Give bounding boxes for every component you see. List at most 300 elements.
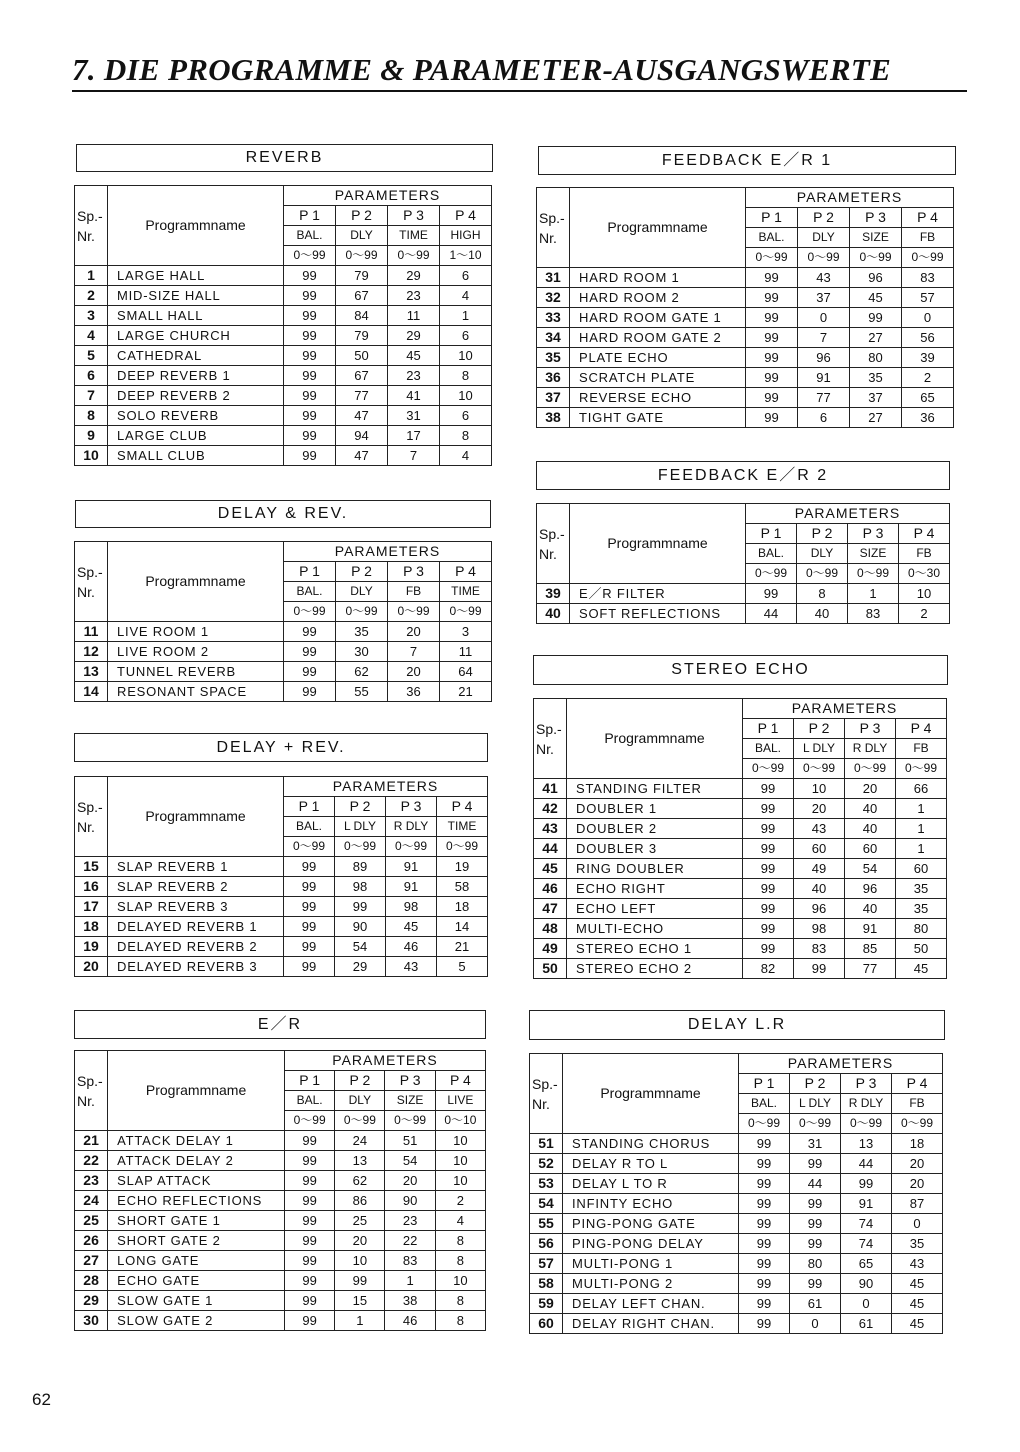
section-1-table <box>74 185 492 466</box>
param-value-p3: 90 <box>385 1191 435 1211</box>
param-value-p2: 10 <box>794 779 845 799</box>
program-number: 4 <box>75 326 108 346</box>
param-value-p4: 0 <box>892 1214 943 1234</box>
param-value-p1: 99 <box>743 859 794 879</box>
program-number: 24 <box>75 1191 108 1211</box>
param-value-p2: 77 <box>798 388 850 408</box>
table-row <box>530 1194 943 1214</box>
param-value-p4: 65 <box>902 388 954 408</box>
table-row <box>530 1134 943 1154</box>
param-value-p2: 49 <box>794 859 845 879</box>
nr-label: Nr. <box>77 227 95 244</box>
param-value-p2: 31 <box>790 1134 841 1154</box>
table-row <box>534 859 947 879</box>
table-row <box>75 366 492 386</box>
param-value-p3: 45 <box>850 288 902 308</box>
param-value-p2: 99 <box>335 897 386 917</box>
param-range: 0～99 <box>841 1114 892 1134</box>
program-number: 22 <box>75 1151 108 1171</box>
param-unit: FB <box>896 739 947 759</box>
program-number: 7 <box>75 386 108 406</box>
param-value-p2: 0 <box>790 1314 841 1334</box>
section-6-table <box>536 503 950 624</box>
param-value-p1: 99 <box>285 1251 335 1271</box>
table-row <box>530 1174 943 1194</box>
param-value-p4: 8 <box>435 1231 485 1251</box>
program-name: TIGHT GATE <box>570 408 746 428</box>
sp-nr-header <box>537 188 570 268</box>
param-value-p4: 35 <box>896 899 947 919</box>
program-name: DEEP REVERB 2 <box>108 386 284 406</box>
program-name: HARD ROOM 1 <box>570 268 746 288</box>
table-row <box>75 897 488 917</box>
param-value-p2: 8 <box>797 584 848 604</box>
program-number: 3 <box>75 306 108 326</box>
param-value-p2: 37 <box>798 288 850 308</box>
program-name: LARGE CLUB <box>108 426 284 446</box>
param-unit: TIME <box>388 226 440 246</box>
param-unit: FB <box>902 228 954 248</box>
section-4-title: E／R <box>257 1016 303 1033</box>
section-5-table <box>536 187 954 428</box>
param-unit: TIME <box>437 817 488 837</box>
programmname-header: Programmname <box>108 186 284 266</box>
program-name: ECHO LEFT <box>567 899 743 919</box>
param-unit: DLY <box>797 544 848 564</box>
param-value-p1: 99 <box>746 288 798 308</box>
table-row <box>75 877 488 897</box>
table-row <box>534 879 947 899</box>
section-1-header <box>76 144 493 172</box>
table-row <box>75 1131 486 1151</box>
param-value-p1: 99 <box>284 917 335 937</box>
program-number: 60 <box>530 1314 563 1334</box>
param-value-p1: 99 <box>285 1271 335 1291</box>
param-value-p4: 50 <box>896 939 947 959</box>
table-row <box>75 662 492 682</box>
param-value-p3: 43 <box>386 957 437 977</box>
section-4-header <box>74 1010 486 1039</box>
param-value-p4: 10 <box>435 1151 485 1171</box>
param-value-p2: 50 <box>336 346 388 366</box>
table-row <box>537 604 950 624</box>
programmname-header: Programmname <box>108 777 284 857</box>
param-value-p2: 80 <box>790 1254 841 1274</box>
program-name: PING-PONG GATE <box>563 1214 739 1234</box>
param-value-p2: 47 <box>336 446 388 466</box>
param-value-p1: 99 <box>284 326 336 346</box>
param-value-p2: 98 <box>794 919 845 939</box>
param-range: 0～99 <box>739 1114 790 1134</box>
param-value-p4: 11 <box>440 642 492 662</box>
p4-header: P 4 <box>437 797 488 817</box>
section-7-header <box>533 655 948 685</box>
table-row <box>534 959 947 979</box>
program-name: SMALL HALL <box>108 306 284 326</box>
param-value-p1: 99 <box>746 368 798 388</box>
nr-label: Nr. <box>532 1095 550 1112</box>
table-row <box>75 1271 486 1291</box>
param-value-p3: 54 <box>385 1151 435 1171</box>
param-value-p3: 1 <box>385 1271 435 1291</box>
param-range: 0～99 <box>746 564 797 584</box>
section-6-header <box>536 461 950 490</box>
table-row <box>530 1314 943 1334</box>
param-value-p3: 22 <box>385 1231 435 1251</box>
program-name: E／R FILTER <box>570 584 746 604</box>
param-value-p1: 99 <box>739 1274 790 1294</box>
sp-nr-header <box>75 542 108 622</box>
section-8-title: DELAY L.R <box>687 1016 787 1033</box>
program-name: SHORT GATE 1 <box>108 1211 285 1231</box>
param-value-p4: 3 <box>440 622 492 642</box>
table-row <box>530 1234 943 1254</box>
parameters-header: PARAMETERS <box>284 777 488 797</box>
param-value-p2: 62 <box>335 1171 385 1191</box>
param-value-p2: 90 <box>335 917 386 937</box>
param-range: 0～10 <box>435 1111 485 1131</box>
table-row <box>75 622 492 642</box>
table-row <box>534 919 947 939</box>
programmname-header: Programmname <box>570 504 746 584</box>
param-unit: BAL. <box>285 1091 335 1111</box>
param-value-p4: 5 <box>437 957 488 977</box>
param-value-p2: 40 <box>797 604 848 624</box>
program-number: 55 <box>530 1214 563 1234</box>
param-value-p3: 91 <box>841 1194 892 1214</box>
program-number: 49 <box>534 939 567 959</box>
param-value-p4: 4 <box>435 1211 485 1231</box>
param-range: 0～99 <box>335 1111 385 1131</box>
param-value-p1: 99 <box>746 308 798 328</box>
param-unit: LIVE <box>435 1091 485 1111</box>
param-value-p3: 90 <box>841 1274 892 1294</box>
sp-label: Sp.- <box>532 1075 558 1092</box>
program-number: 34 <box>537 328 570 348</box>
param-range: 0～99 <box>336 602 388 622</box>
param-unit: DLY <box>335 1091 385 1111</box>
p4-header: P 4 <box>902 208 954 228</box>
programmname-header: Programmname <box>108 542 284 622</box>
program-name: SMALL CLUB <box>108 446 284 466</box>
param-value-p4: 39 <box>902 348 954 368</box>
sp-nr-header <box>75 186 108 266</box>
p3-header: P 3 <box>386 797 437 817</box>
param-value-p1: 99 <box>284 306 336 326</box>
param-value-p3: 85 <box>845 939 896 959</box>
program-number: 14 <box>75 682 108 702</box>
sp-nr-header <box>75 1051 108 1131</box>
param-range: 0～99 <box>848 564 899 584</box>
param-value-p3: 23 <box>388 366 440 386</box>
param-value-p2: 99 <box>790 1154 841 1174</box>
param-unit: FB <box>892 1094 943 1114</box>
program-number: 11 <box>75 622 108 642</box>
table-row <box>75 266 492 286</box>
param-unit: R DLY <box>841 1094 892 1114</box>
param-value-p2: 30 <box>336 642 388 662</box>
program-name: DELAY L TO R <box>563 1174 739 1194</box>
param-value-p1: 99 <box>743 819 794 839</box>
param-value-p1: 99 <box>739 1294 790 1314</box>
param-value-p4: 8 <box>440 366 492 386</box>
param-range: 0～99 <box>388 602 440 622</box>
param-value-p3: 46 <box>385 1311 435 1331</box>
param-range: 0～99 <box>790 1114 841 1134</box>
param-value-p1: 99 <box>284 366 336 386</box>
section-8-table <box>529 1053 943 1334</box>
param-range: 0～99 <box>284 246 336 266</box>
param-value-p2: 84 <box>336 306 388 326</box>
param-value-p2: 60 <box>794 839 845 859</box>
param-unit: R DLY <box>386 817 437 837</box>
param-value-p2: 40 <box>794 879 845 899</box>
sp-label: Sp.- <box>77 798 103 815</box>
param-value-p4: 66 <box>896 779 947 799</box>
p1-header: P 1 <box>743 719 794 739</box>
param-value-p2: 91 <box>798 368 850 388</box>
section-6-title: FEEDBACK E／R 2 <box>657 467 829 484</box>
param-value-p3: 0 <box>841 1294 892 1314</box>
param-value-p1: 99 <box>284 642 336 662</box>
param-value-p1: 99 <box>285 1131 335 1151</box>
section-3-table <box>74 776 488 977</box>
p1-header: P 1 <box>284 562 336 582</box>
param-range: 0～99 <box>850 248 902 268</box>
param-value-p2: 7 <box>798 328 850 348</box>
program-number: 19 <box>75 937 108 957</box>
param-value-p1: 99 <box>284 406 336 426</box>
param-unit: DLY <box>336 226 388 246</box>
program-name: LONG GATE <box>108 1251 285 1271</box>
param-value-p4: 45 <box>892 1274 943 1294</box>
program-name: SLAP REVERB 2 <box>108 877 284 897</box>
program-name: MULTI-ECHO <box>567 919 743 939</box>
param-value-p4: 8 <box>440 426 492 446</box>
param-value-p2: 96 <box>794 899 845 919</box>
param-value-p4: 14 <box>437 917 488 937</box>
program-name: INFINTY ECHO <box>563 1194 739 1214</box>
param-unit: DLY <box>336 582 388 602</box>
param-value-p4: 45 <box>892 1314 943 1334</box>
program-number: 52 <box>530 1154 563 1174</box>
p2-header: P 2 <box>335 797 386 817</box>
program-name: SLAP REVERB 3 <box>108 897 284 917</box>
program-number: 51 <box>530 1134 563 1154</box>
param-value-p4: 4 <box>440 446 492 466</box>
param-value-p3: 20 <box>388 662 440 682</box>
param-range: 0～99 <box>743 759 794 779</box>
param-range: 0～99 <box>386 837 437 857</box>
param-value-p2: 6 <box>798 408 850 428</box>
param-value-p4: 10 <box>435 1171 485 1191</box>
table-row <box>534 939 947 959</box>
param-value-p2: 43 <box>794 819 845 839</box>
param-unit: BAL. <box>746 228 798 248</box>
param-unit: BAL. <box>284 226 336 246</box>
param-value-p2: 99 <box>790 1194 841 1214</box>
param-unit: SIZE <box>385 1091 435 1111</box>
param-value-p4: 21 <box>440 682 492 702</box>
param-value-p2: 20 <box>335 1231 385 1251</box>
param-unit: BAL. <box>284 582 336 602</box>
param-value-p2: 1 <box>335 1311 385 1331</box>
p2-header: P 2 <box>797 524 848 544</box>
program-number: 18 <box>75 917 108 937</box>
param-value-p1: 99 <box>746 268 798 288</box>
sp-nr-header <box>530 1054 563 1134</box>
param-value-p4: 83 <box>902 268 954 288</box>
sp-nr-header <box>537 504 570 584</box>
param-value-p3: 99 <box>841 1174 892 1194</box>
param-value-p4: 0 <box>902 308 954 328</box>
param-value-p4: 43 <box>892 1254 943 1274</box>
param-value-p3: 20 <box>385 1171 435 1191</box>
program-name: STEREO ECHO 1 <box>567 939 743 959</box>
param-value-p2: 55 <box>336 682 388 702</box>
table-row <box>75 937 488 957</box>
param-value-p2: 47 <box>336 406 388 426</box>
program-number: 41 <box>534 779 567 799</box>
param-value-p2: 0 <box>798 308 850 328</box>
param-value-p2: 86 <box>335 1191 385 1211</box>
param-value-p3: 91 <box>386 857 437 877</box>
param-value-p1: 99 <box>746 584 797 604</box>
param-value-p4: 18 <box>892 1134 943 1154</box>
program-number: 6 <box>75 366 108 386</box>
param-value-p4: 20 <box>892 1174 943 1194</box>
param-value-p4: 8 <box>435 1311 485 1331</box>
param-value-p1: 99 <box>284 937 335 957</box>
p1-header: P 1 <box>739 1074 790 1094</box>
param-value-p4: 58 <box>437 877 488 897</box>
nr-label: Nr. <box>536 740 554 757</box>
table-row <box>75 682 492 702</box>
program-name: STANDING FILTER <box>567 779 743 799</box>
param-value-p1: 99 <box>285 1191 335 1211</box>
program-name: LARGE CHURCH <box>108 326 284 346</box>
table-row <box>75 1311 486 1331</box>
program-number: 29 <box>75 1291 108 1311</box>
program-name: RESONANT SPACE <box>108 682 284 702</box>
param-unit: R DLY <box>845 739 896 759</box>
program-number: 16 <box>75 877 108 897</box>
param-value-p1: 99 <box>285 1211 335 1231</box>
programmname-header: Programmname <box>563 1054 739 1134</box>
param-value-p2: 10 <box>335 1251 385 1271</box>
param-value-p3: 29 <box>388 326 440 346</box>
param-value-p2: 99 <box>790 1274 841 1294</box>
table-row <box>75 386 492 406</box>
param-value-p3: 27 <box>850 408 902 428</box>
p2-header: P 2 <box>335 1071 385 1091</box>
param-value-p4: 57 <box>902 288 954 308</box>
param-range: 0～99 <box>285 1111 335 1131</box>
program-number: 31 <box>537 268 570 288</box>
param-value-p3: 13 <box>841 1134 892 1154</box>
program-name: TUNNEL REVERB <box>108 662 284 682</box>
param-value-p1: 99 <box>743 779 794 799</box>
param-value-p3: 38 <box>385 1291 435 1311</box>
section-5-header <box>538 146 956 175</box>
program-name: SLAP ATTACK <box>108 1171 285 1191</box>
param-value-p4: 1 <box>896 819 947 839</box>
program-number: 56 <box>530 1234 563 1254</box>
param-value-p2: 13 <box>335 1151 385 1171</box>
param-value-p1: 99 <box>739 1174 790 1194</box>
param-value-p2: 67 <box>336 286 388 306</box>
param-value-p4: 19 <box>437 857 488 877</box>
program-name: ATTACK DELAY 2 <box>108 1151 285 1171</box>
param-value-p2: 20 <box>794 799 845 819</box>
program-number: 45 <box>534 859 567 879</box>
p3-header: P 3 <box>841 1074 892 1094</box>
program-name: DOUBLER 1 <box>567 799 743 819</box>
param-range: 0～99 <box>798 248 850 268</box>
nr-label: Nr. <box>539 229 557 246</box>
sp-label: Sp.- <box>77 1072 103 1089</box>
param-range: 1～10 <box>440 246 492 266</box>
table-row <box>75 346 492 366</box>
param-value-p1: 99 <box>743 919 794 939</box>
param-value-p1: 44 <box>746 604 797 624</box>
param-value-p2: 99 <box>790 1214 841 1234</box>
program-number: 13 <box>75 662 108 682</box>
param-value-p1: 99 <box>284 622 336 642</box>
program-name: STANDING CHORUS <box>563 1134 739 1154</box>
section-4-table <box>74 1050 486 1331</box>
param-range: 0～99 <box>284 837 335 857</box>
param-value-p3: 91 <box>386 877 437 897</box>
param-value-p1: 99 <box>284 266 336 286</box>
table-row <box>75 917 488 937</box>
program-number: 36 <box>537 368 570 388</box>
program-name: MULTI-PONG 1 <box>563 1254 739 1274</box>
program-name: DELAY LEFT CHAN. <box>563 1294 739 1314</box>
parameters-header: PARAMETERS <box>746 188 954 208</box>
param-value-p1: 99 <box>739 1314 790 1334</box>
param-value-p3: 99 <box>850 308 902 328</box>
table-row <box>537 584 950 604</box>
param-value-p1: 99 <box>743 839 794 859</box>
sp-label: Sp.- <box>539 525 565 542</box>
program-name: DELAY R TO L <box>563 1154 739 1174</box>
program-number: 42 <box>534 799 567 819</box>
param-value-p3: 65 <box>841 1254 892 1274</box>
param-value-p4: 60 <box>896 859 947 879</box>
param-value-p1: 99 <box>284 346 336 366</box>
param-value-p3: 96 <box>845 879 896 899</box>
program-number: 38 <box>537 408 570 428</box>
param-value-p2: 79 <box>336 326 388 346</box>
param-range: 0～99 <box>902 248 954 268</box>
section-5-title: FEEDBACK E／R 1 <box>661 152 833 169</box>
program-number: 10 <box>75 446 108 466</box>
table-row <box>75 1151 486 1171</box>
parameters-header: PARAMETERS <box>284 542 492 562</box>
param-value-p1: 99 <box>746 388 798 408</box>
param-value-p2: 62 <box>336 662 388 682</box>
param-range: 0～99 <box>440 602 492 622</box>
table-row <box>537 348 954 368</box>
program-name: LARGE HALL <box>108 266 284 286</box>
table-row <box>75 1231 486 1251</box>
p4-header: P 4 <box>896 719 947 739</box>
p2-header: P 2 <box>794 719 845 739</box>
param-range: 0～99 <box>797 564 848 584</box>
page-title: 7. DIE PROGRAMME & PARAMETER-AUSGANGSWERTE <box>72 50 967 92</box>
p1-header: P 1 <box>284 206 336 226</box>
